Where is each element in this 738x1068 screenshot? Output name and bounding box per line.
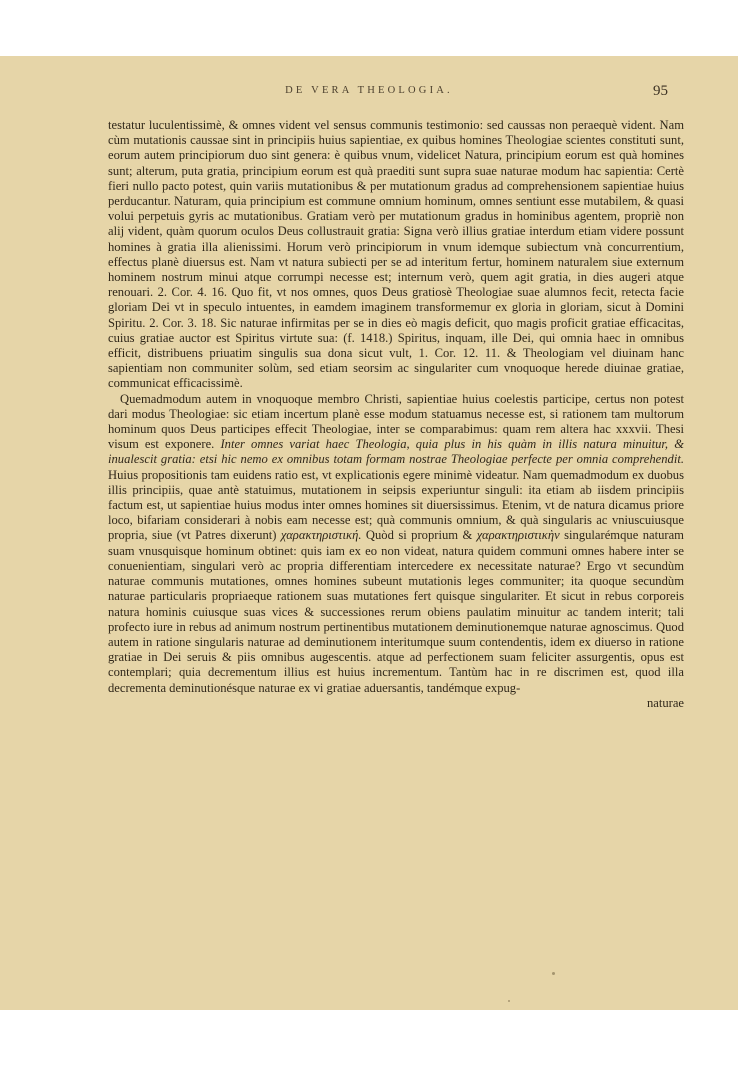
paragraph-2-part-2: Huius propositionis tam euidens ratio est, vt explicationis egere minimè videatur. Nam quemadmodum ex duobus illis principiis, quae antè statuimus, mutationem in seipsis experiuntur singuli: ita etiam ab iisdem principiis factum est, ut sapientiae huius modus inter omnes homines sit diuersissimus. Etenim, vt de natura dicamus priore loco, bifariam considerari à nobis eam necesse est; quà communis omnium, & quà singularis ac vniuscuiusque propria, siue (vt Patres dixerunt) <box>108 467 684 543</box>
paragraph-2-part-1: Quemadmodum autem in vnoquoque membro Christi, sapientiae huius coelestis participe, certus non potest dari modus Theologiae: sic etiam incertum planè esse modum statuamus necesse est, si rationem tam multorum hominum quos Deus participes effecit Theologiae, inter se comparabimus: quam rem altera hac xxxvii. Thesi visum est exponere. <box>108 391 684 452</box>
paper-speck <box>508 1000 510 1002</box>
paragraph-2-part-4: singularémque naturam suam vnusquisque hominum obtinet: quis iam ex eo non videat, natura quidem communi omnes habere inter se conuenientiam, singulari verò ac propria differentiam intercedere ex necessitate naturae? Ergo vt secundùm naturae communis mutationes, omnes homines subeunt mutationis leges communiter; ita quoque secundùm naturae particularis propriaeque rationem suas mutationes fert quisque singulariter. Et sicut in rebus corporeis natura hominis cuiusque suas vices & successiones rerum obiens paulatim minuitur ac tandem interit; tali profecto iure in rebus ad animum nostrum pertinentibus mutationem deminutionemque naturae agnoscimus. Quod autem in ratione singularis naturae ad deminutionem interitumque suum contendentis, idem ex diuerso in ratione gratiae in Dei seruis & piis omnibus augescentis. atque ad perfectionem suam feliciter assurgentis, opus est contemplari; quia decrementum illius est huius incrementum. Tantùm hac in re discrimen est, quod illa decrementa deminutionésque naturae ex vi gratiae aduersantis, tandémque expug- <box>108 528 684 695</box>
running-title: DE VERA THEOLOGIA. <box>285 85 453 96</box>
paper-speck <box>552 972 555 975</box>
running-head <box>0 85 738 105</box>
page-number: 95 <box>653 83 668 99</box>
thesis-italic: Inter omnes variat haec Theologia, quia plus in his quàm in illis natura minuitur, & inualescit gratia: etsi hic nemo ex omnibus totam formam nostrae Theologiae perfecte per omnia comprehendit. <box>108 437 684 467</box>
paragraph-2-part-3: Quòd si proprium & <box>365 528 473 543</box>
paragraph-1: testatur luculentissimè, & omnes vident vel sensus communis testimonio: sed caussas non peraequè vident. Nam cùm mutationis caussae sint in principiis huius sapientiae, ex quibus homines Theologiae scientes constituti sunt, eorum autem principiorum duo sint genera: è quibus vnum, videlicet Natura, principium eorum est quà homines sunt; alterum, puta gratia, principium eorum est quà praediti sunt supra suae naturae modum hac sapientia: Certè fieri nullo pacto potest, quin variis mutationibus & per mutationum gradus ad comprehensionem sapientiae huius perducantur. Naturam, quia principium est commune omnium hominum, omnes sentiunt esse mutabilem, & quasi volui perpetuis gyris ac mutationibus. Gratiam verò per mutationum gradus in hominibus agentem, propriè non alij vident, quàm quorum oculos Deus collustrauit gratia: Signa verò illius gratiae interdum etiam videre possunt homines à gratia illa alienissimi. Horum verò principiorum in vnum idemque subiectum vnà concurrentium, effectus planè diuersus est. Nam vt natura subiecti per se ad interitum fertur, hominem naturalem siue externum hominem nostrum minui atque corrumpi necesse est; internum verò, quem agit gratia, in dies augeri atque renouari. 2. Cor. 4. 16. Quo fit, vt nos omnes, quos Deus gratiosè Theologiae suae alumnos fecit, retecta facie gloriam Dei vt in speculo intuentes, in eamdem imaginem transformemur ex gloria in gloriam, sicut à Domini Spiritu. 2. Cor. 3. 18. Sic naturae infirmitas per se in dies eò magis deficit, quo magis proficit gratiae efficacitas, cuius gratiae auctor est Spiritus virtute sua: (f. 1418.) Spiritus, inquam, ille Dei, qui omnia haec in omnibus efficit, distribuens priuatim singulis sua dona sicut vult, 1. Cor. 12. 11. & Theologiam vel diuinam hanc sapientiam non communiter solùm, sed etiam seorsim ac singulariter cum vnoquoque herede diuinae gratiae, communicat efficacissimè. <box>108 118 684 391</box>
paragraph-2 <box>108 392 684 696</box>
catchword: naturae <box>646 695 684 710</box>
book-page <box>0 56 738 1010</box>
greek-word-2: χαρακτηριστικὴν <box>476 528 560 543</box>
greek-word-1: χαρακτηριστική. <box>280 528 362 543</box>
body-text <box>108 118 684 711</box>
